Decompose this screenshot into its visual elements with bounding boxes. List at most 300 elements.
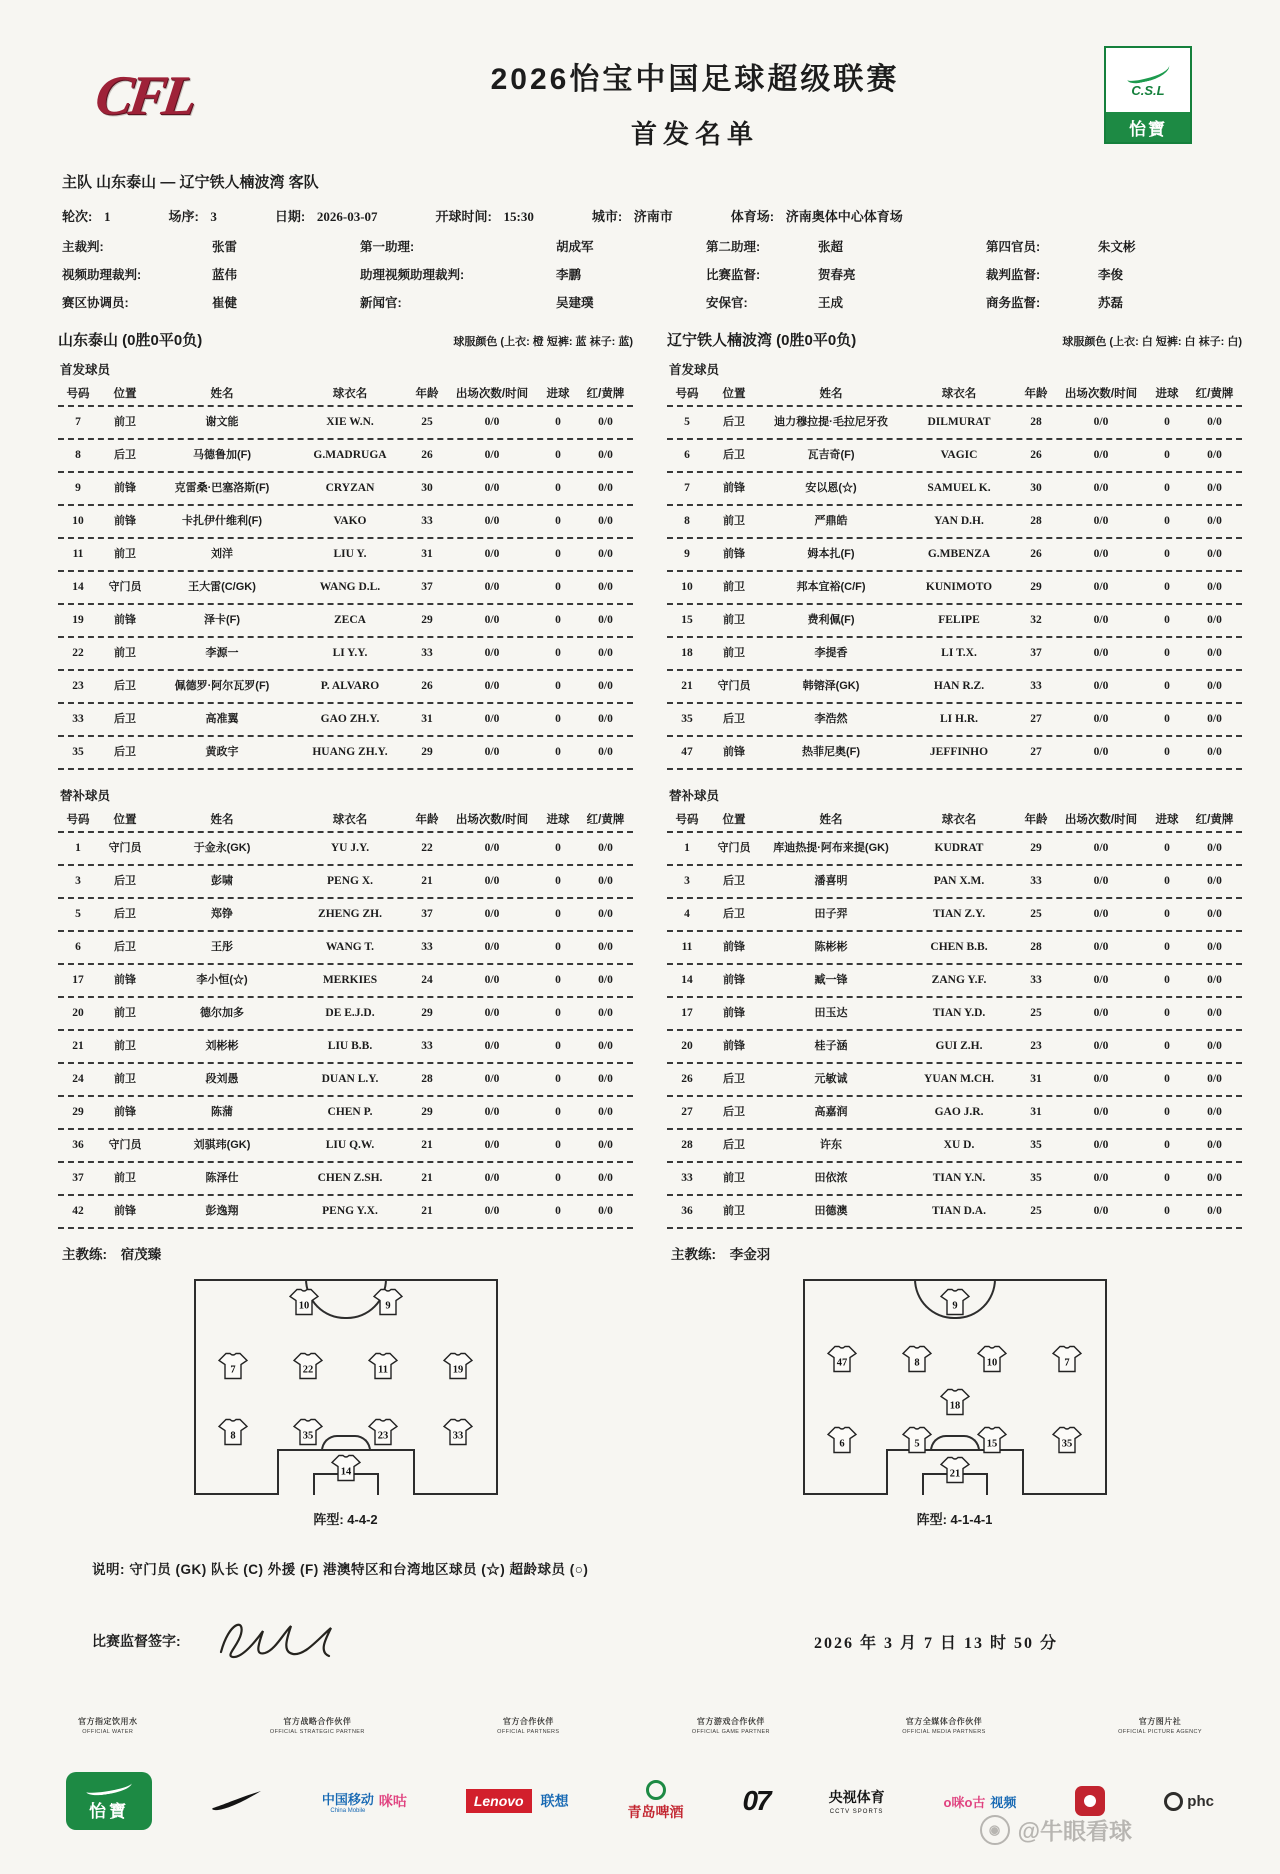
appearances: 0/0 [484,1172,500,1185]
player-age: 29 [1030,842,1042,855]
goals: 0 [1164,416,1170,429]
player-name: 陈彬彬 [814,940,848,953]
player-number: 20 [681,1040,693,1053]
player-name: 高嘉润 [814,1105,848,1118]
player-shirt-icon [289,1289,319,1316]
cards: 0/0 [598,680,613,693]
appearances: 0/0 [484,941,500,954]
player-number: 3 [684,875,690,888]
player-number: 37 [72,1172,84,1185]
goals: 0 [555,614,561,627]
jersey-name: KUDRAT [934,842,984,855]
player-name: 田依浓 [814,1171,848,1184]
column-header: 年龄 [1024,388,1048,400]
player-age: 31 [421,548,433,561]
player-name: 李小恒(☆) [196,973,248,986]
goals: 0 [1164,1073,1170,1086]
player-name: 泽卡(F) [203,613,241,626]
player-row [58,866,633,899]
cards: 0/0 [598,974,613,987]
player-row [667,932,1242,965]
player-age: 30 [1030,482,1042,495]
player-age: 27 [1030,713,1042,726]
player-number: 4 [684,908,690,921]
jersey-name: WANG T. [325,941,375,954]
appearances: 0/0 [484,515,500,528]
goals: 0 [1164,713,1170,726]
player-shirt-icon [940,1388,970,1415]
player-shirt-icon [293,1352,323,1379]
player-age: 21 [421,875,433,888]
page-subtitle: 首发名单 [630,119,759,149]
player-age: 35 [1030,1139,1042,1152]
player-row [667,1064,1242,1097]
player-name: 高准翼 [205,712,239,725]
column-header: 出场次数/时间 [1064,814,1138,826]
partner-label-cn: 官方图片社 [1138,1717,1182,1726]
player-row [58,440,633,473]
away-coach-line [671,1243,1242,1263]
appearances: 0/0 [1093,1205,1109,1218]
column-header: 年龄 [415,814,439,826]
appearances: 0/0 [1093,713,1109,726]
info-value: 2026-03-07 [316,209,378,224]
column-header: 球衣名 [941,388,977,400]
player-row [58,638,633,671]
signature-row [92,1612,1188,1670]
teams-wrap [58,329,1242,1528]
title-block [286,46,1104,151]
player-number: 14 [72,581,84,594]
table-header-row [667,808,1242,833]
column-header: 红/黄牌 [1195,388,1234,400]
column-header: 球衣名 [332,814,368,826]
cards: 0/0 [1207,746,1222,759]
cards: 0/0 [1207,941,1222,954]
cfl-logo-text: CFL [91,65,198,127]
cards: 0/0 [598,515,613,528]
official-name: 李俊 [1098,268,1124,282]
partner-label [270,1716,365,1735]
jersey-name: JEFFINHO [929,746,989,759]
player-number: 35 [681,713,693,726]
player-position: 前卫 [114,415,136,428]
column-header: 号码 [66,388,90,400]
column-header: 红/黄牌 [586,388,625,400]
player-age: 31 [1030,1106,1042,1119]
player-name: 许东 [820,1138,842,1151]
official-name: 贺春亮 [818,268,856,282]
info-label: 日期: [274,209,309,224]
appearances: 0/0 [1093,974,1109,987]
officials-grid [62,237,1218,311]
player-row [667,1163,1242,1196]
player-number: 36 [72,1139,84,1152]
player-age: 21 [421,1172,433,1185]
goals: 0 [555,908,561,921]
player-number: 5 [684,416,690,429]
goals: 0 [555,1073,561,1086]
player-position: 前锋 [114,514,136,527]
player-age: 27 [1030,746,1042,759]
player-number: 6 [75,941,81,954]
svg-text:22: 22 [302,1364,314,1376]
player-position: 前锋 [723,481,745,494]
appearances: 0/0 [1093,482,1109,495]
player-position: 前锋 [114,973,136,986]
player-name: 韩镕泽(GK) [802,679,860,692]
cards: 0/0 [598,614,613,627]
player-number: 29 [72,1106,84,1119]
player-number: 17 [681,1007,693,1020]
cards: 0/0 [598,842,613,855]
info-label: 城市: [591,209,626,224]
cards: 0/0 [598,1040,613,1053]
player-name: 刘骐玮(GK) [193,1138,251,1151]
jersey-name: CHEN B.B. [930,941,988,954]
svg-text:10: 10 [986,1357,998,1369]
partner-label-cn: 官方全媒体合作伙伴 [905,1717,983,1726]
player-name: 姆本扎(F) [807,547,855,560]
player-age: 29 [421,614,433,627]
appearances: 0/0 [484,1073,500,1086]
player-shirt-icon [331,1454,361,1481]
appearances: 0/0 [484,1106,500,1119]
tsingtao-emblem-icon [646,1780,666,1800]
goals: 0 [555,680,561,693]
player-row [667,638,1242,671]
svg-text:8: 8 [230,1430,236,1442]
svg-text:35: 35 [302,1430,314,1442]
svg-text:10: 10 [298,1300,309,1312]
player-row [58,899,633,932]
jersey-name: LIU Q.W. [325,1139,375,1152]
csl-logo-mark [1106,48,1190,112]
player-shirt-icon [977,1427,1007,1454]
svg-text:7: 7 [230,1364,236,1376]
goals: 0 [555,548,561,561]
appearances: 0/0 [1093,941,1109,954]
player-name: 李提香 [814,646,848,659]
jersey-name: PAN X.M. [933,875,985,888]
player-number: 27 [681,1106,693,1119]
svg-text:7: 7 [1064,1357,1070,1369]
column-header: 姓名 [210,814,234,826]
jersey-name: GAO J.R. [934,1106,984,1119]
player-position: 后卫 [114,907,136,920]
player-number: 9 [684,548,690,561]
cctv-sports-logo [829,1787,885,1815]
csl-logo [1104,46,1192,144]
signature-datetime: 2026 年 3 月 7 日 13 时 50 分 [813,1634,1058,1652]
migu-video-pink: o咪o古 [943,1794,986,1810]
svg-text:9: 9 [951,1300,958,1312]
home-formation-pitch [194,1279,498,1495]
player-age: 26 [1030,548,1042,561]
appearances: 0/0 [1093,515,1109,528]
player-age: 30 [421,482,433,495]
cards: 0/0 [1207,548,1222,561]
goals: 0 [555,482,561,495]
cards: 0/0 [598,713,613,726]
red-agency-dot-icon [1084,1795,1096,1807]
cards: 0/0 [598,647,613,660]
player-row [667,737,1242,770]
player-name: 段刘愚 [205,1072,239,1085]
cards: 0/0 [1207,1073,1222,1086]
lenovo-text: Lenovo [466,1789,532,1813]
appearances: 0/0 [484,1007,500,1020]
player-position: 前卫 [114,646,136,659]
migu-text: 咪咕 [378,1793,407,1809]
appearances: 0/0 [484,842,500,855]
jersey-name: CHEN Z.SH. [317,1172,383,1185]
goals: 0 [555,581,561,594]
column-header: 号码 [675,814,699,826]
player-age: 33 [1030,875,1042,888]
player-position: 后卫 [723,1138,745,1151]
player-row [58,1130,633,1163]
player-age: 26 [1030,449,1042,462]
player-row [667,1130,1242,1163]
player-name: 瓦吉奇(F) [807,448,855,461]
player-position: 后卫 [723,1072,745,1085]
player-name: 彭啸 [211,874,233,887]
jersey-name: CRYZAN [325,482,375,495]
jersey-name: LI H.R. [939,713,979,726]
player-position: 后卫 [114,745,136,758]
jersey-name: DUAN L.Y. [321,1073,379,1086]
column-header: 号码 [66,814,90,826]
player-position: 前锋 [723,547,745,560]
player-name: 潘喜明 [814,874,848,887]
player-number: 3 [75,875,81,888]
partner-label-en: OFFICIAL STRATEGIC PARTNER [269,1729,365,1735]
partner-label [1118,1716,1202,1735]
column-header: 位置 [113,814,137,826]
match-info-item [592,206,673,225]
column-header: 出场次数/时间 [455,388,529,400]
partner-label [497,1716,559,1735]
partner-label-en: OFFICIAL GAME PARTNER [691,1729,770,1735]
player-shirt-icon [218,1418,248,1445]
jersey-name: G.MBENZA [927,548,991,561]
yibao-wave-icon [85,1777,132,1796]
goals: 0 [1164,449,1170,462]
svg-text:19: 19 [452,1364,464,1376]
svg-text:9: 9 [384,1300,391,1312]
partner-label-en: OFFICIAL MEDIA PARTNERS [902,1729,986,1735]
jersey-name: LI Y.Y. [332,647,368,660]
jersey-name: GAO ZH.Y. [320,713,380,726]
player-age: 35 [1030,1172,1042,1185]
player-number: 11 [72,548,84,561]
goals: 0 [555,1007,561,1020]
match-info-item [436,206,534,225]
partner-label-en: OFFICIAL PARTNERS [497,1729,560,1735]
cards: 0/0 [598,1007,613,1020]
partner-label [78,1716,138,1735]
player-number: 23 [72,680,84,693]
migu-video-blue: 视频 [990,1794,1017,1810]
player-shirt-icon [1052,1346,1082,1373]
player-name: 安以恩(☆) [805,481,857,494]
player-name: 于金永(GK) [193,841,251,854]
goals: 0 [555,941,561,954]
player-position: 前锋 [114,613,136,626]
watermark [980,1813,1132,1846]
column-header: 球衣名 [941,814,977,826]
goals: 0 [1164,548,1170,561]
appearances: 0/0 [484,680,500,693]
player-shirt-icon [443,1418,473,1445]
table-header-row [667,382,1242,407]
player-shirt-icon [368,1418,398,1445]
jersey-name: ZHENG ZH. [318,908,382,921]
player-position: 守门员 [108,580,142,593]
handwritten-signature [207,1612,357,1670]
appearances: 0/0 [1093,842,1109,855]
svg-text:33: 33 [452,1430,464,1442]
o7-logo: 07 [742,1785,770,1816]
home-coach-name: 宿茂臻 [120,1247,162,1262]
jersey-name: TIAN Z.Y. [932,908,986,921]
home-team-name: 山东泰山 (0胜0平0负) [58,332,203,349]
jersey-name: WANG D.L. [319,581,381,594]
player-age: 32 [1030,614,1042,627]
partner-label-cn: 官方游戏合作伙伴 [696,1717,765,1726]
goals: 0 [1164,1139,1170,1152]
goals: 0 [1164,581,1170,594]
goals: 0 [555,416,561,429]
column-header: 球衣名 [332,388,368,400]
appearances: 0/0 [1093,875,1109,888]
page-title: 2026怡宝中国足球超级联赛 [490,63,900,96]
appearances: 0/0 [484,746,500,759]
goals: 0 [1164,941,1170,954]
jersey-name: SAMUEL K. [927,482,991,495]
player-number: 7 [75,416,81,429]
player-row [667,671,1242,704]
goals: 0 [555,1205,561,1218]
partner-label-en: OFFICIAL WATER [82,1729,134,1735]
player-name: 彭逸翔 [205,1204,239,1217]
player-position: 守门员 [717,679,751,692]
cards: 0/0 [1207,680,1222,693]
sheet-header [0,0,1280,151]
player-position: 前锋 [114,1204,136,1217]
player-number: 33 [72,713,84,726]
player-row [58,473,633,506]
goals: 0 [1164,647,1170,660]
appearances: 0/0 [484,974,500,987]
jersey-name: YU J.Y. [330,842,370,855]
appearances: 0/0 [1093,680,1109,693]
appearances: 0/0 [484,614,500,627]
player-row [58,572,633,605]
cards: 0/0 [1207,1205,1222,1218]
official-name: 张超 [818,240,844,254]
appearances: 0/0 [484,713,500,726]
partner-label [692,1716,770,1735]
player-shirt-icon [293,1418,323,1445]
cards: 0/0 [598,581,613,594]
player-number: 14 [681,974,693,987]
cards: 0/0 [598,1139,613,1152]
info-label: 体育场: [730,209,778,224]
away-subs-table [667,808,1242,1229]
goals: 0 [1164,1040,1170,1053]
player-name: 郑铮 [211,907,233,920]
player-age: 26 [421,680,433,693]
home-starters-table [58,382,633,770]
info-value: 3 [210,209,217,224]
player-shirt-icon [902,1427,932,1454]
player-number: 21 [72,1040,84,1053]
player-shirt-icon [218,1352,248,1379]
cards: 0/0 [1207,713,1222,726]
player-number: 20 [72,1007,84,1020]
official-name: 蓝伟 [212,268,238,282]
player-position: 后卫 [723,907,745,920]
jersey-name: HUANG ZH.Y. [312,746,388,759]
player-position: 后卫 [114,874,136,887]
official-name: 苏磊 [1098,296,1124,310]
jersey-name: ZANG Y.F. [931,974,987,987]
jersey-name: MERKIES [322,974,378,987]
tsingtao-logo [628,1780,684,1822]
player-position: 守门员 [108,841,142,854]
player-shirt-icon [827,1346,857,1373]
player-age: 23 [1030,1040,1042,1053]
player-position: 前锋 [723,940,745,953]
player-row [667,1097,1242,1130]
player-age: 33 [1030,974,1042,987]
cards: 0/0 [598,875,613,888]
player-row [667,407,1242,440]
watermark-text: @牛眼看球 [1017,1818,1132,1844]
home-starters-label: 首发球员 [60,363,111,377]
cards: 0/0 [598,449,613,462]
player-row [667,1031,1242,1064]
column-header: 红/黄牌 [1195,814,1234,826]
player-age: 26 [421,449,433,462]
partner-label-cn: 官方指定饮用水 [78,1717,138,1726]
player-shirt-icon [373,1289,403,1316]
official-role: 安保官: [706,296,748,310]
player-age: 37 [1030,647,1042,660]
column-header: 进球 [546,388,570,400]
jersey-name: CHEN P. [327,1106,373,1119]
player-name: 邦本宜裕(C/F) [796,580,866,593]
home-kit-colors: 球服颜色 (上衣: 橙 短裤: 蓝 袜子: 蓝) [453,336,633,348]
player-row [58,506,633,539]
column-header: 出场次数/时间 [455,814,529,826]
appearances: 0/0 [1093,746,1109,759]
match-info-item [275,206,378,225]
player-age: 21 [421,1139,433,1152]
appearances: 0/0 [1093,614,1109,627]
column-header: 年龄 [415,388,439,400]
player-shirt-icon [827,1427,857,1454]
column-header: 年龄 [1024,814,1048,826]
jersey-name: P. ALVARO [320,680,380,693]
official-name: 王成 [818,296,844,310]
player-name: 刘洋 [211,547,233,560]
player-shirt-icon [940,1289,970,1316]
partner-label [902,1716,985,1735]
player-row [667,506,1242,539]
